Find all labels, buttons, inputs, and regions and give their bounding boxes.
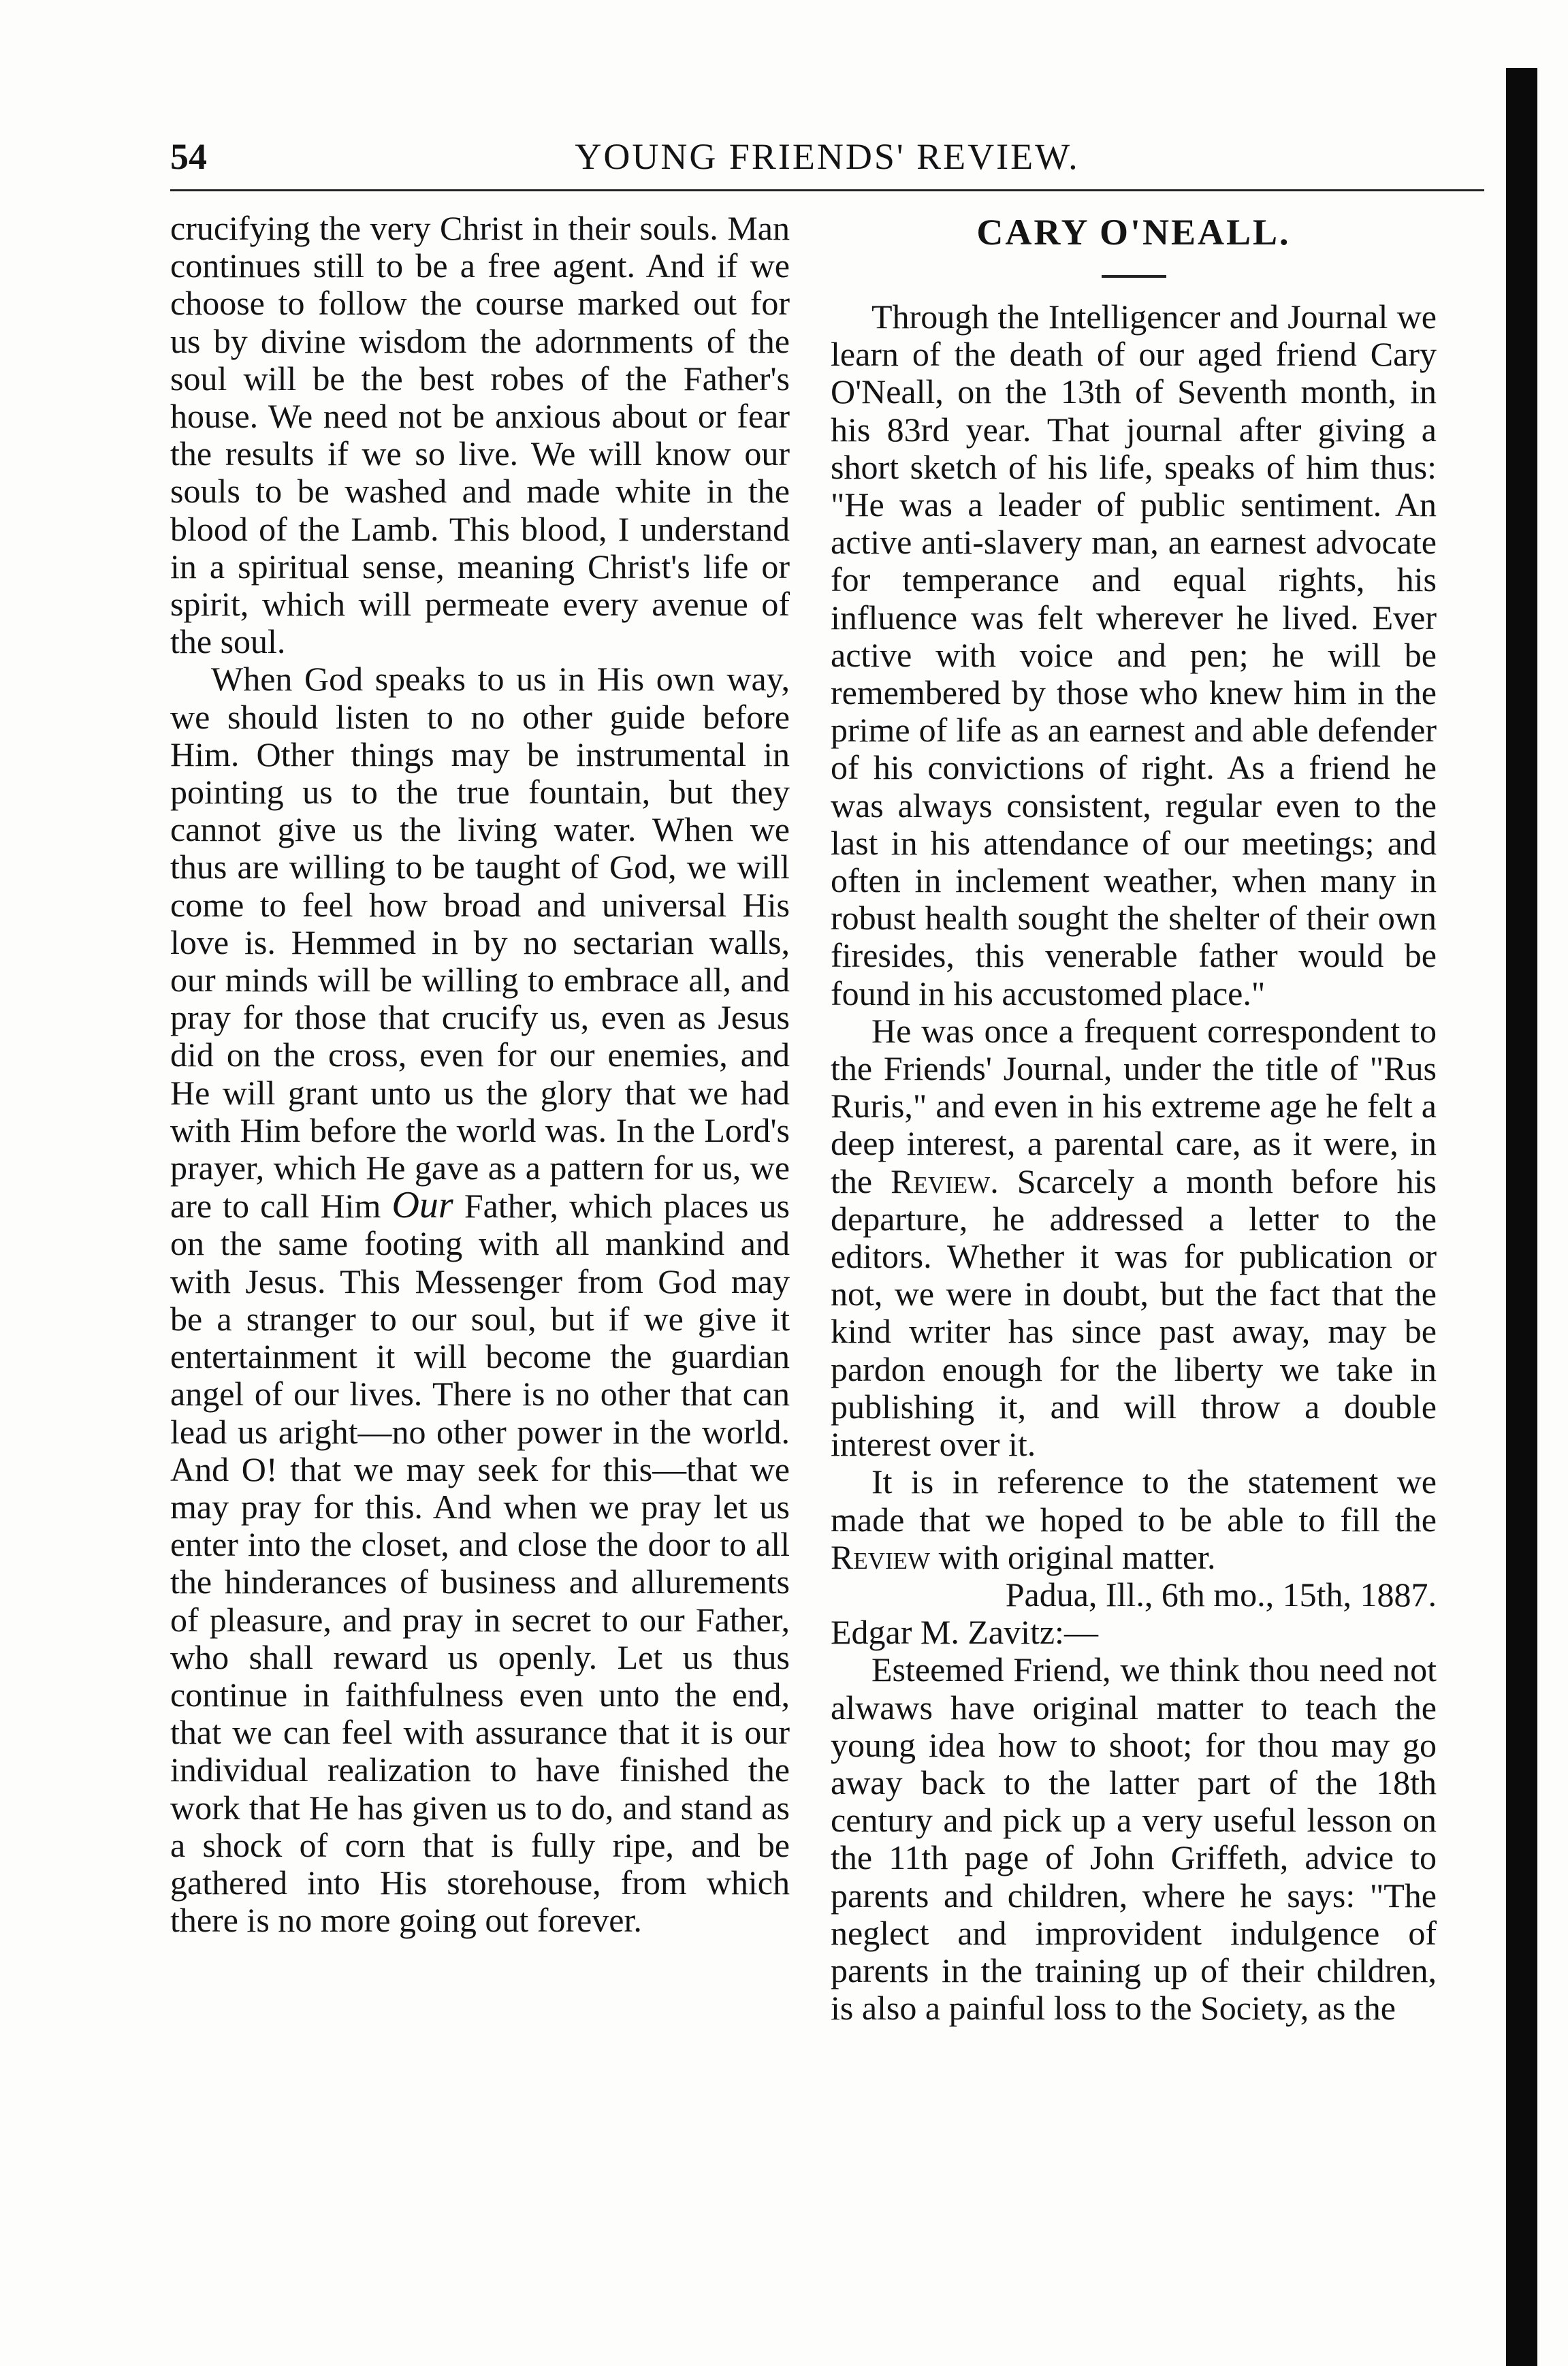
paragraph-text: He was once a frequent correspondent to the Friends' Journal, under the title of "Rus Ruris," and even in his extreme age he felt a deep interest, a parental care, as it were, in the [831,1011,1437,1200]
paragraph-text: When God speaks to us in His own way, we should listen to no other guide before Him. Other things may be instrumental in pointing us to the true fountain, but they cannot give us the living water. When we thus are willing to be taught of God, we will come to feel how broad and universal His love is. Hemmed in by no sectarian walls, our minds will be willing to embrace all, and pray for those that crucify us, even as Jesus did on the cross, even for our enemies, and He will grant unto us the glory that we had with Him before the world was. In the Lord's prayer, which He gave as a pattern for us, we are to call Him [170,660,790,1226]
emphasized-word: Our [391,1184,453,1227]
paragraph-text: Scarcely a month before his departure, he addressed a letter to the editors. Whether it was for publication or not, we were in doubt, but the fact that the kind writer has since past away, may be pardon enough for the liberty we take in publishing it, and will throw a double interest over it. [831,1162,1437,1464]
letter-salutation: Edgar M. Zavitz:— [831,1613,1098,1652]
paragraph-text: It is in reference to the statement we made that we hoped to be able to fill the [831,1462,1437,1539]
article-title: CARY O'NEALL. [976,212,1291,253]
title-rule [1102,275,1166,278]
scan-edge-shadow [1506,68,1537,2366]
running-title: YOUNG FRIENDS' REVIEW. [575,136,1080,177]
right-column [831,210,1437,2027]
paragraph-text: with original matter. [938,1537,1216,1576]
paragraph: Through the Intelligencer and Journal we learn of the death of our aged friend Cary O'Neall, on the 13th of Seventh month, in his 83rd year. That journal after giving a short sketch of his life, speaks of him thus: "He was a leader of public sentiment. An active anti-slavery man, an earnest advocate for temperance and equal rights, his influence was felt wherever he lived. Ever active with voice and pen; he will be remembered by those who knew him in the prime of life as an earnest and able defender of his convictions of right. As a friend he was always consistent, regular even to the last in his attendance of our meetings; and often in inclement weather, when many in robust health sought the shelter of their own firesides, this venerable father would be found in his accustomed place." [831,298,1437,1012]
review-smallcaps: Review [831,1537,931,1576]
page-header [170,133,1484,180]
letter-dateline: Padua, Ill., 6th mo., 15th, 1887. [1005,1575,1437,1614]
paragraph-text: Father, which places us on the same footing with all mankind and with Jesus. This Messenger from God may be a stranger to our soul, but if we give it entertainment it will become the guardian angel of our lives. There is no other that can lead us aright—no other power in the world. And O! that we may seek for this—that we may pray for this. And when we pray let us enter into the closet, and close the door to all the hinderances of business and allurements of pleasure, and pray in secret to our Father, who shall reward us openly. Let us thus continue in faithfulness even unto the end, that we can feel with assurance that it is our individual realization to have finished the work that He has given us to do, and stand as a shock of corn that is fully ripe, and be gathered into His storehouse, from which there is no more going out forever. [170,1187,790,1940]
paragraph [831,1463,1437,1576]
left-column [170,210,790,1939]
review-smallcaps: Review. [891,1162,999,1200]
paragraph: crucifying the very Christ in their souls. Man continues still to be a free agent. And if we choose to follow the course marked out for us by divine wisdom the adornments of the soul will be the best robes of the Father's house. We need not be anxious about or fear the results if we so live. We will know our souls to be washed and made white in the blood of the Lamb. This blood, I understand in a spiritual sense, meaning Christ's life or spirit, which will permeate every avenue of the soul. [170,209,790,661]
header-rule [170,189,1484,191]
page-number: 54 [170,136,207,177]
paragraph [831,1012,1437,1463]
paragraph: Esteemed Friend, we think thou need not alwaws have original matter to teach the young idea how to shoot; for thou may go away back to the latter part of the 18th century and pick up a very useful lesson on the 11th page of John Griffeth, advice to parents and children, where he says: "The neglect and improvident indulgence of parents in the training up of their children, is also a painful loss to the Society, as the [831,1650,1437,2028]
paragraph [170,660,790,1939]
